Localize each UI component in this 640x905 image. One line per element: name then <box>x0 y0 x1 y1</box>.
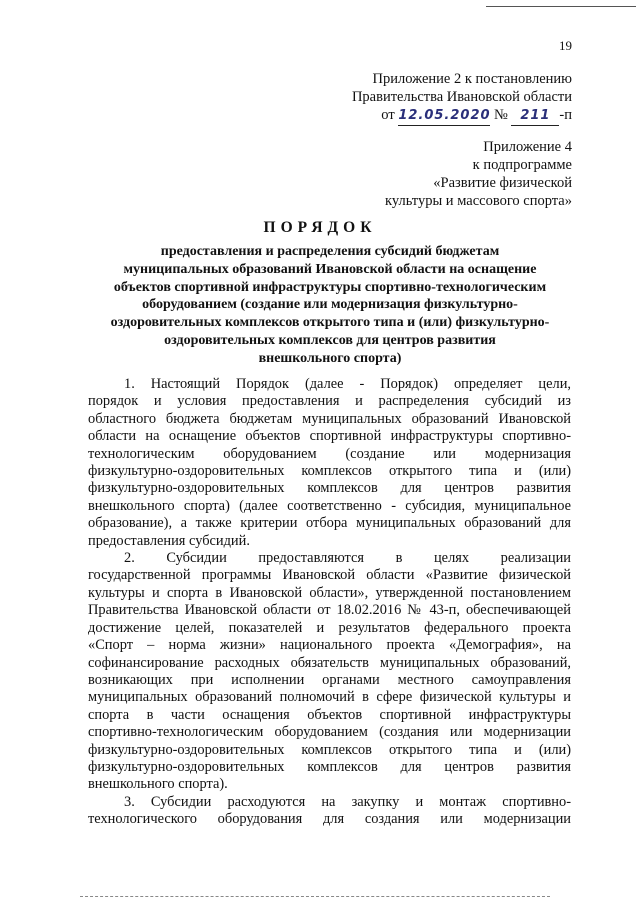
document-subtitle <box>80 243 580 368</box>
paragraph-1-line: области на оснащение объектов спортивной инфраструктуры спортивно- <box>88 428 571 445</box>
paragraph-1-line: технологическим оборудованием (создание или модернизация <box>88 445 571 462</box>
subprogram-line-3: «Развитие физической <box>433 175 572 191</box>
paragraph-1-line: внешкольного спорта) (далее соответственно - субсидия, муниципальное <box>88 497 571 514</box>
paragraph-1-line: областного бюджета бюджетам муниципальных образований Ивановской <box>88 410 571 427</box>
subtitle-line: предоставления и распределения субсидий бюджетам <box>160 244 500 259</box>
subtitle-line: муниципальных образований Ивановской области на оснащение <box>123 261 537 277</box>
subtitle-line: объектов спортивной инфраструктуры спортивно-технологическим <box>113 279 547 295</box>
number-suffix: -п <box>559 107 572 123</box>
paragraph-2-line: «Спорт – норма жизни» национального проекта «Демография», на <box>88 637 571 654</box>
paragraph-1-line: физкультурно-оздоровительных комплексов для центров развития <box>88 480 571 497</box>
paragraph-1-line: образование), а также критерии отбора муниципальных образований для <box>88 515 571 532</box>
paragraph-1-line: предоставления субсидий. <box>88 532 250 549</box>
subtitle-line: оздоровительных комплексов для центров развития <box>164 332 496 348</box>
date-prefix: от <box>381 107 395 123</box>
document-title: ПОРЯДОК <box>263 219 377 236</box>
paragraph-2-line: государственной программы Ивановской области «Развитие физической <box>88 567 571 584</box>
paragraph-1-line: 1. Настоящий Порядок (далее - Порядок) определяет цели, <box>124 376 571 392</box>
appendix-line-1: Приложение 2 к постановлению <box>372 71 572 87</box>
paragraph-2-line: муниципальных образований полномочий в сфере физической культуры и <box>88 689 571 706</box>
paragraph-1-line: порядок и условия предоставления и распределения субсидий из <box>88 393 571 410</box>
number-sign: № <box>493 107 508 123</box>
paragraph-2-line: возникающих при исполнении органами местного самоуправления <box>88 671 571 688</box>
date-field <box>398 106 490 126</box>
number-field <box>511 106 559 126</box>
subprogram-appendix-header <box>312 138 572 210</box>
paragraph-2-line: внешкольного спорта). <box>88 776 228 793</box>
appendix-line-2: Правительства Ивановской области <box>351 89 572 105</box>
paragraph-2-line: достижение целей, показателей и результатов федерального проекта <box>88 619 571 636</box>
subtitle-line: оборудованием (создание или модернизация физкультурно- <box>142 297 518 313</box>
subprogram-line-4: культуры и массового спорта» <box>385 193 572 209</box>
paragraph-2-line: спортивно-технологическим оборудованием (создания или модернизации <box>88 724 571 741</box>
paragraph-2-line: физкультурно-оздоровительных комплексов для центров развития <box>88 758 571 775</box>
subtitle-line: внешкольного спорта) <box>258 350 402 366</box>
scan-artifact-footer-line <box>80 896 550 897</box>
appendix-date-line <box>242 106 572 126</box>
subprogram-line-1: Приложение 4 <box>483 139 572 155</box>
paragraph-2-line: 2. Субсидии предоставляются в целях реализации <box>124 550 571 567</box>
handwritten-number: 211 <box>520 108 551 123</box>
paragraph-2-line: софинансирование расходных обязательств муниципальных образований, <box>88 654 571 671</box>
handwritten-date: 12.05.2020 <box>398 108 491 123</box>
paragraph-3-line: 3. Субсидии расходуются на закупку и монтаж спортивно- <box>124 793 571 810</box>
paragraph-2-line: спорта в части оснащения объектов спортивной инфраструктуры <box>88 706 571 723</box>
subtitle-line: оздоровительных комплексов открытого типа и (или) физкультурно- <box>110 315 550 331</box>
paragraph-2-line: физкультурно-оздоровительных комплексов открытого типа и (или) <box>88 741 571 758</box>
page-number: 19 <box>559 38 572 53</box>
appendix-header <box>242 70 572 126</box>
paragraph-3-line: технологического оборудования для создания или модернизации <box>88 811 571 828</box>
scan-artifact-line <box>486 6 636 7</box>
paragraph-2-line: культуры и спорта в Ивановской области», утвержденной постановлением <box>88 584 571 601</box>
document-body <box>88 376 571 829</box>
paragraph-1-line: физкультурно-оздоровительных комплексов открытого типа и (или) <box>88 463 571 480</box>
paragraph-2-line: Правительства Ивановской области от 18.02.2016 № 43-п, обеспечивающей <box>88 602 571 619</box>
subprogram-line-2: к подпрограмме <box>472 157 572 173</box>
